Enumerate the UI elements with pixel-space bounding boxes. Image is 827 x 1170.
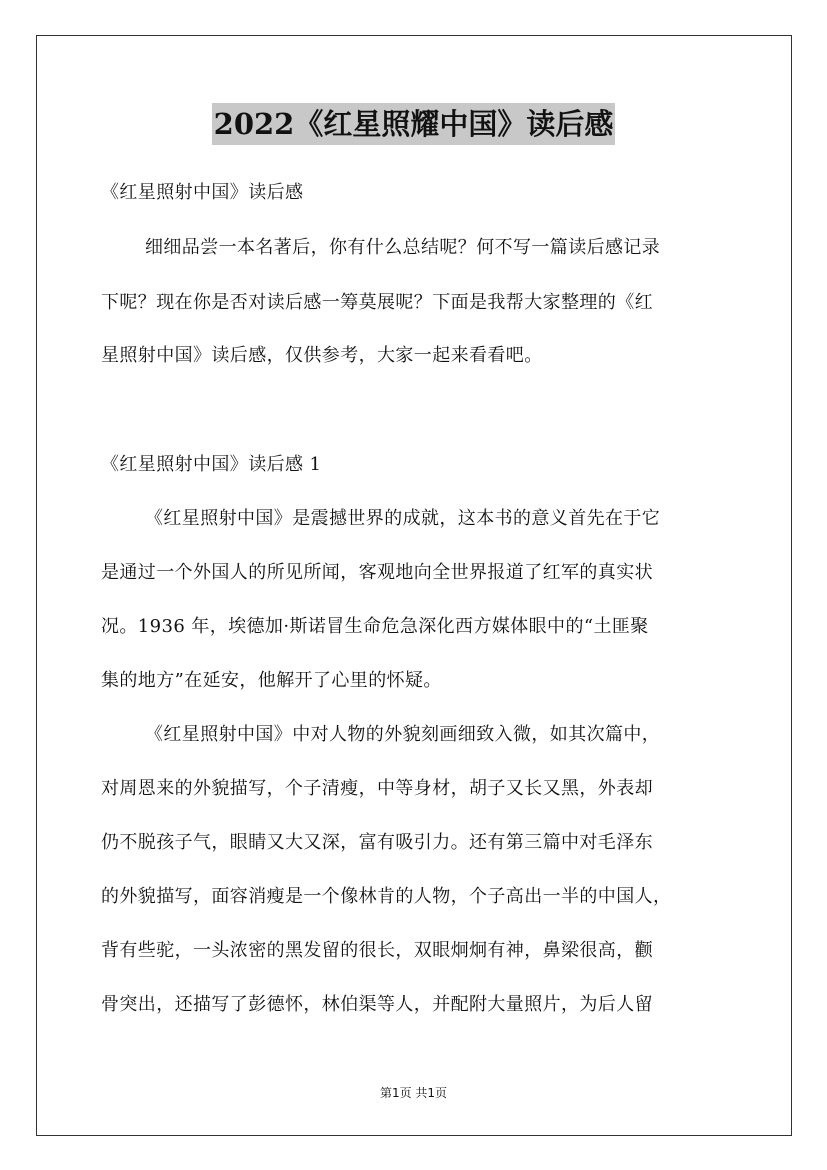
para2-line-4: 的外貌描写，面容消瘦是一个像林肯的人物，个子高出一半的中国人， — [101, 886, 672, 907]
para1-line-4: 集的地方”在延安，他解开了心里的怀疑。 — [101, 670, 442, 691]
intro-line-3: 星照射中国》读后感，仅供参考，大家一起来看看吧。 — [101, 345, 543, 366]
para2-line-5: 背有些驼，一头浓密的黑发留的很长，双眼炯炯有神，鼻梁很高，颧 — [101, 940, 653, 961]
para1-line-3: 况。1936 年，埃德加·斯诺冒生命危急深化西方媒体眼中的“土匪聚 — [101, 616, 649, 637]
para1-line-2: 是通过一个外国人的所见所闻，客观地向全世界报道了红军的真实状 — [101, 562, 653, 583]
para2-line-1: 《红星照射中国》中对人物的外貌刻画细致入微，如其次篇中， — [145, 724, 661, 745]
para2-line-6: 骨突出，还描写了彭德怀，林伯渠等人，并配附大量照片，为后人留 — [101, 994, 653, 1015]
page-footer: 第1页 共1页 — [379, 1086, 448, 1100]
intro-line-2: 下呢？现在你是否对读后感一筹莫展呢？下面是我帮大家整理的《红 — [101, 292, 653, 313]
section-heading: 《红星照射中国》读后感 1 — [101, 454, 322, 475]
title-container — [0, 103, 827, 145]
document-title: 2022《红星照耀中国》读后感 — [212, 103, 616, 145]
para1-line-1: 《红星照射中国》是震撼世界的成就，这本书的意义首先在于它 — [145, 508, 661, 529]
para2-line-3: 仍不脱孩子气，眼睛又大又深，富有吸引力。还有第三篇中对毛泽东 — [101, 832, 653, 853]
intro-line-1: 细细品尝一本名著后，你有什么总结呢？何不写一篇读后感记录 — [145, 237, 661, 258]
subtitle: 《红星照射中国》读后感 — [101, 182, 304, 203]
para2-line-2: 对周恩来的外貌描写，个子清瘦，中等身材，胡子又长又黑，外表却 — [101, 778, 653, 799]
